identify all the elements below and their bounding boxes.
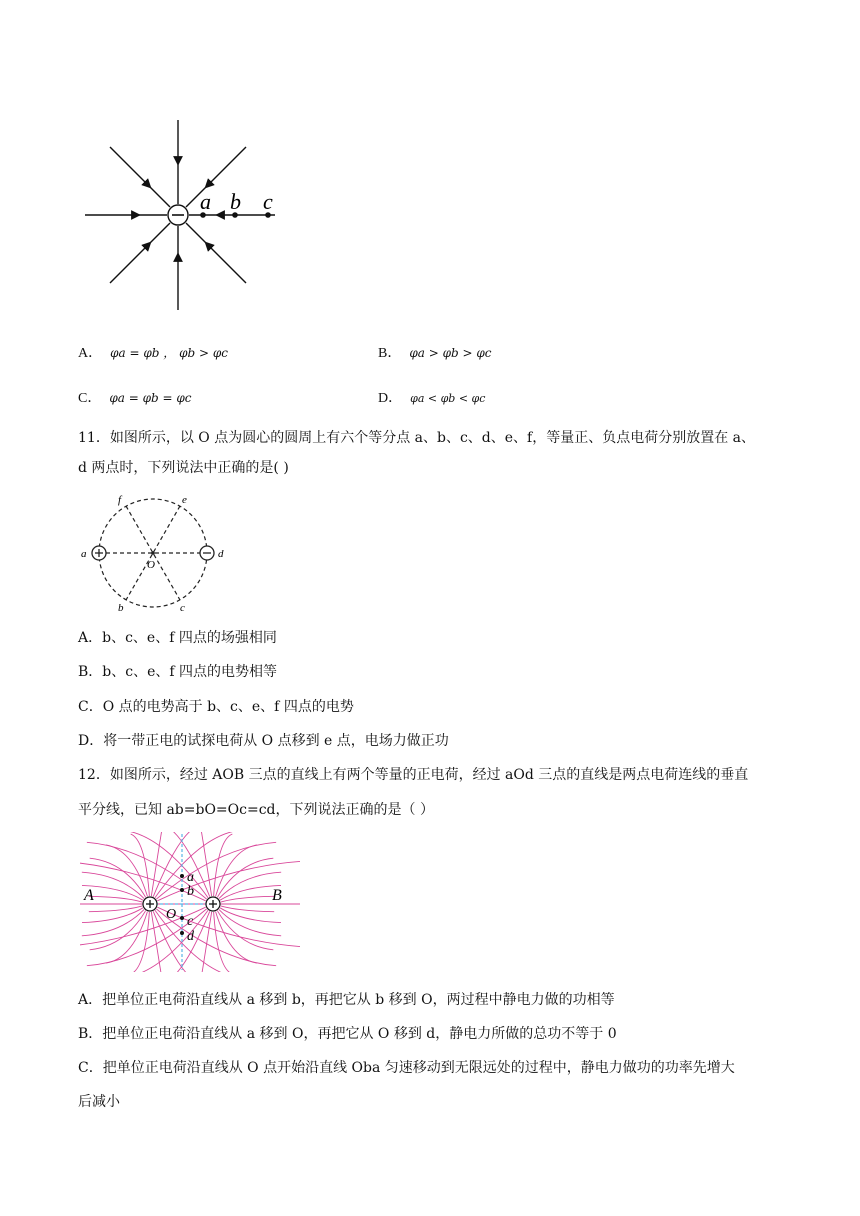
field-line (220, 908, 281, 923)
q10-option-a: A． φa = φb ， φb > φc (78, 346, 228, 361)
figure-two-positive-charges (80, 832, 300, 972)
field-lines (80, 832, 300, 972)
label-b: b (118, 602, 124, 614)
q12-option-b: B．把单位正电荷沿直线从 a 移到 O，再把它从 O 移到 d，静电力所做的总功不等于 0 (78, 1026, 617, 1042)
label-O: O (166, 907, 177, 922)
q12-stem-line2: 平分线，已知 ab=bO=Oc=cd，下列说法正确的是（ ） (78, 802, 434, 818)
field-line (89, 906, 142, 912)
label-a: a (81, 548, 87, 560)
q11-option-a: A．b、c、e、f 四点的场强相同 (78, 630, 277, 646)
q12-stem-line1: 12．如图所示，经过 AOB 三点的直线上有两个等量的正电荷，经过 aOd 三点的直线是两点电荷连线的垂直 (78, 767, 749, 783)
q10-option-b: B． φa > φb > φc (378, 346, 492, 361)
field-line (221, 896, 274, 902)
label-a: a (187, 870, 194, 885)
field-line (90, 911, 146, 950)
figure-negative-charge (80, 115, 280, 315)
label-f: f (118, 494, 122, 506)
label-B: B (272, 887, 282, 904)
q12-option-a: A．把单位正电荷沿直线从 a 移到 b，再把它从 b 移到 O，两过程中静电力做的功相等 (78, 992, 615, 1008)
q11-stem-line2: d 两点时，下列说法中正确的是( ) (78, 460, 289, 476)
q12-option-c-continued: 后减小 (78, 1094, 120, 1110)
q11-option-b: B．b、c、e、f 四点的电势相等 (78, 664, 278, 680)
label-e: e (182, 494, 187, 506)
label-b: b (230, 189, 241, 214)
field-line (89, 896, 142, 902)
center-o (151, 551, 155, 555)
field-line (214, 912, 233, 972)
field-line (82, 908, 143, 923)
label-b: b (187, 884, 194, 899)
q10-option-d: D． φa < φb < φc (378, 391, 486, 406)
field-line (131, 912, 150, 972)
q11-stem-line1: 11．如图所示，以 O 点为圆心的圆周上有六个等分点 a、b、c、d、e、f，等量正、负点电荷分别放置在 a、 (78, 430, 756, 446)
figure-hexagon-circle (78, 490, 238, 615)
field-line (221, 906, 274, 912)
label-o: O (147, 559, 155, 571)
label-c: c (180, 602, 185, 614)
field-line (82, 909, 144, 935)
field-line (90, 858, 146, 897)
label-d: d (187, 929, 194, 944)
q12-option-c: C．把单位正电荷沿直线从 O 点开始沿直线 Oba 匀速移动到无限远处的过程中，静电力做功的功率先增大 (78, 1060, 735, 1076)
label-a: a (200, 189, 211, 214)
label-A: A (84, 887, 94, 904)
q10-option-c: C． φa = φb = φc (78, 391, 192, 406)
q11-option-c: C．O 点的电势高于 b、c、e、f 四点的电势 (78, 699, 354, 715)
q11-option-d: D．将一带正电的试探电荷从 O 点移到 e 点，电场力做正功 (78, 733, 449, 749)
field-line (217, 911, 273, 950)
label-c: c (187, 914, 194, 929)
field-line (219, 909, 281, 935)
label-d: d (218, 548, 224, 560)
field-line (217, 858, 273, 897)
label-c: c (263, 189, 273, 214)
